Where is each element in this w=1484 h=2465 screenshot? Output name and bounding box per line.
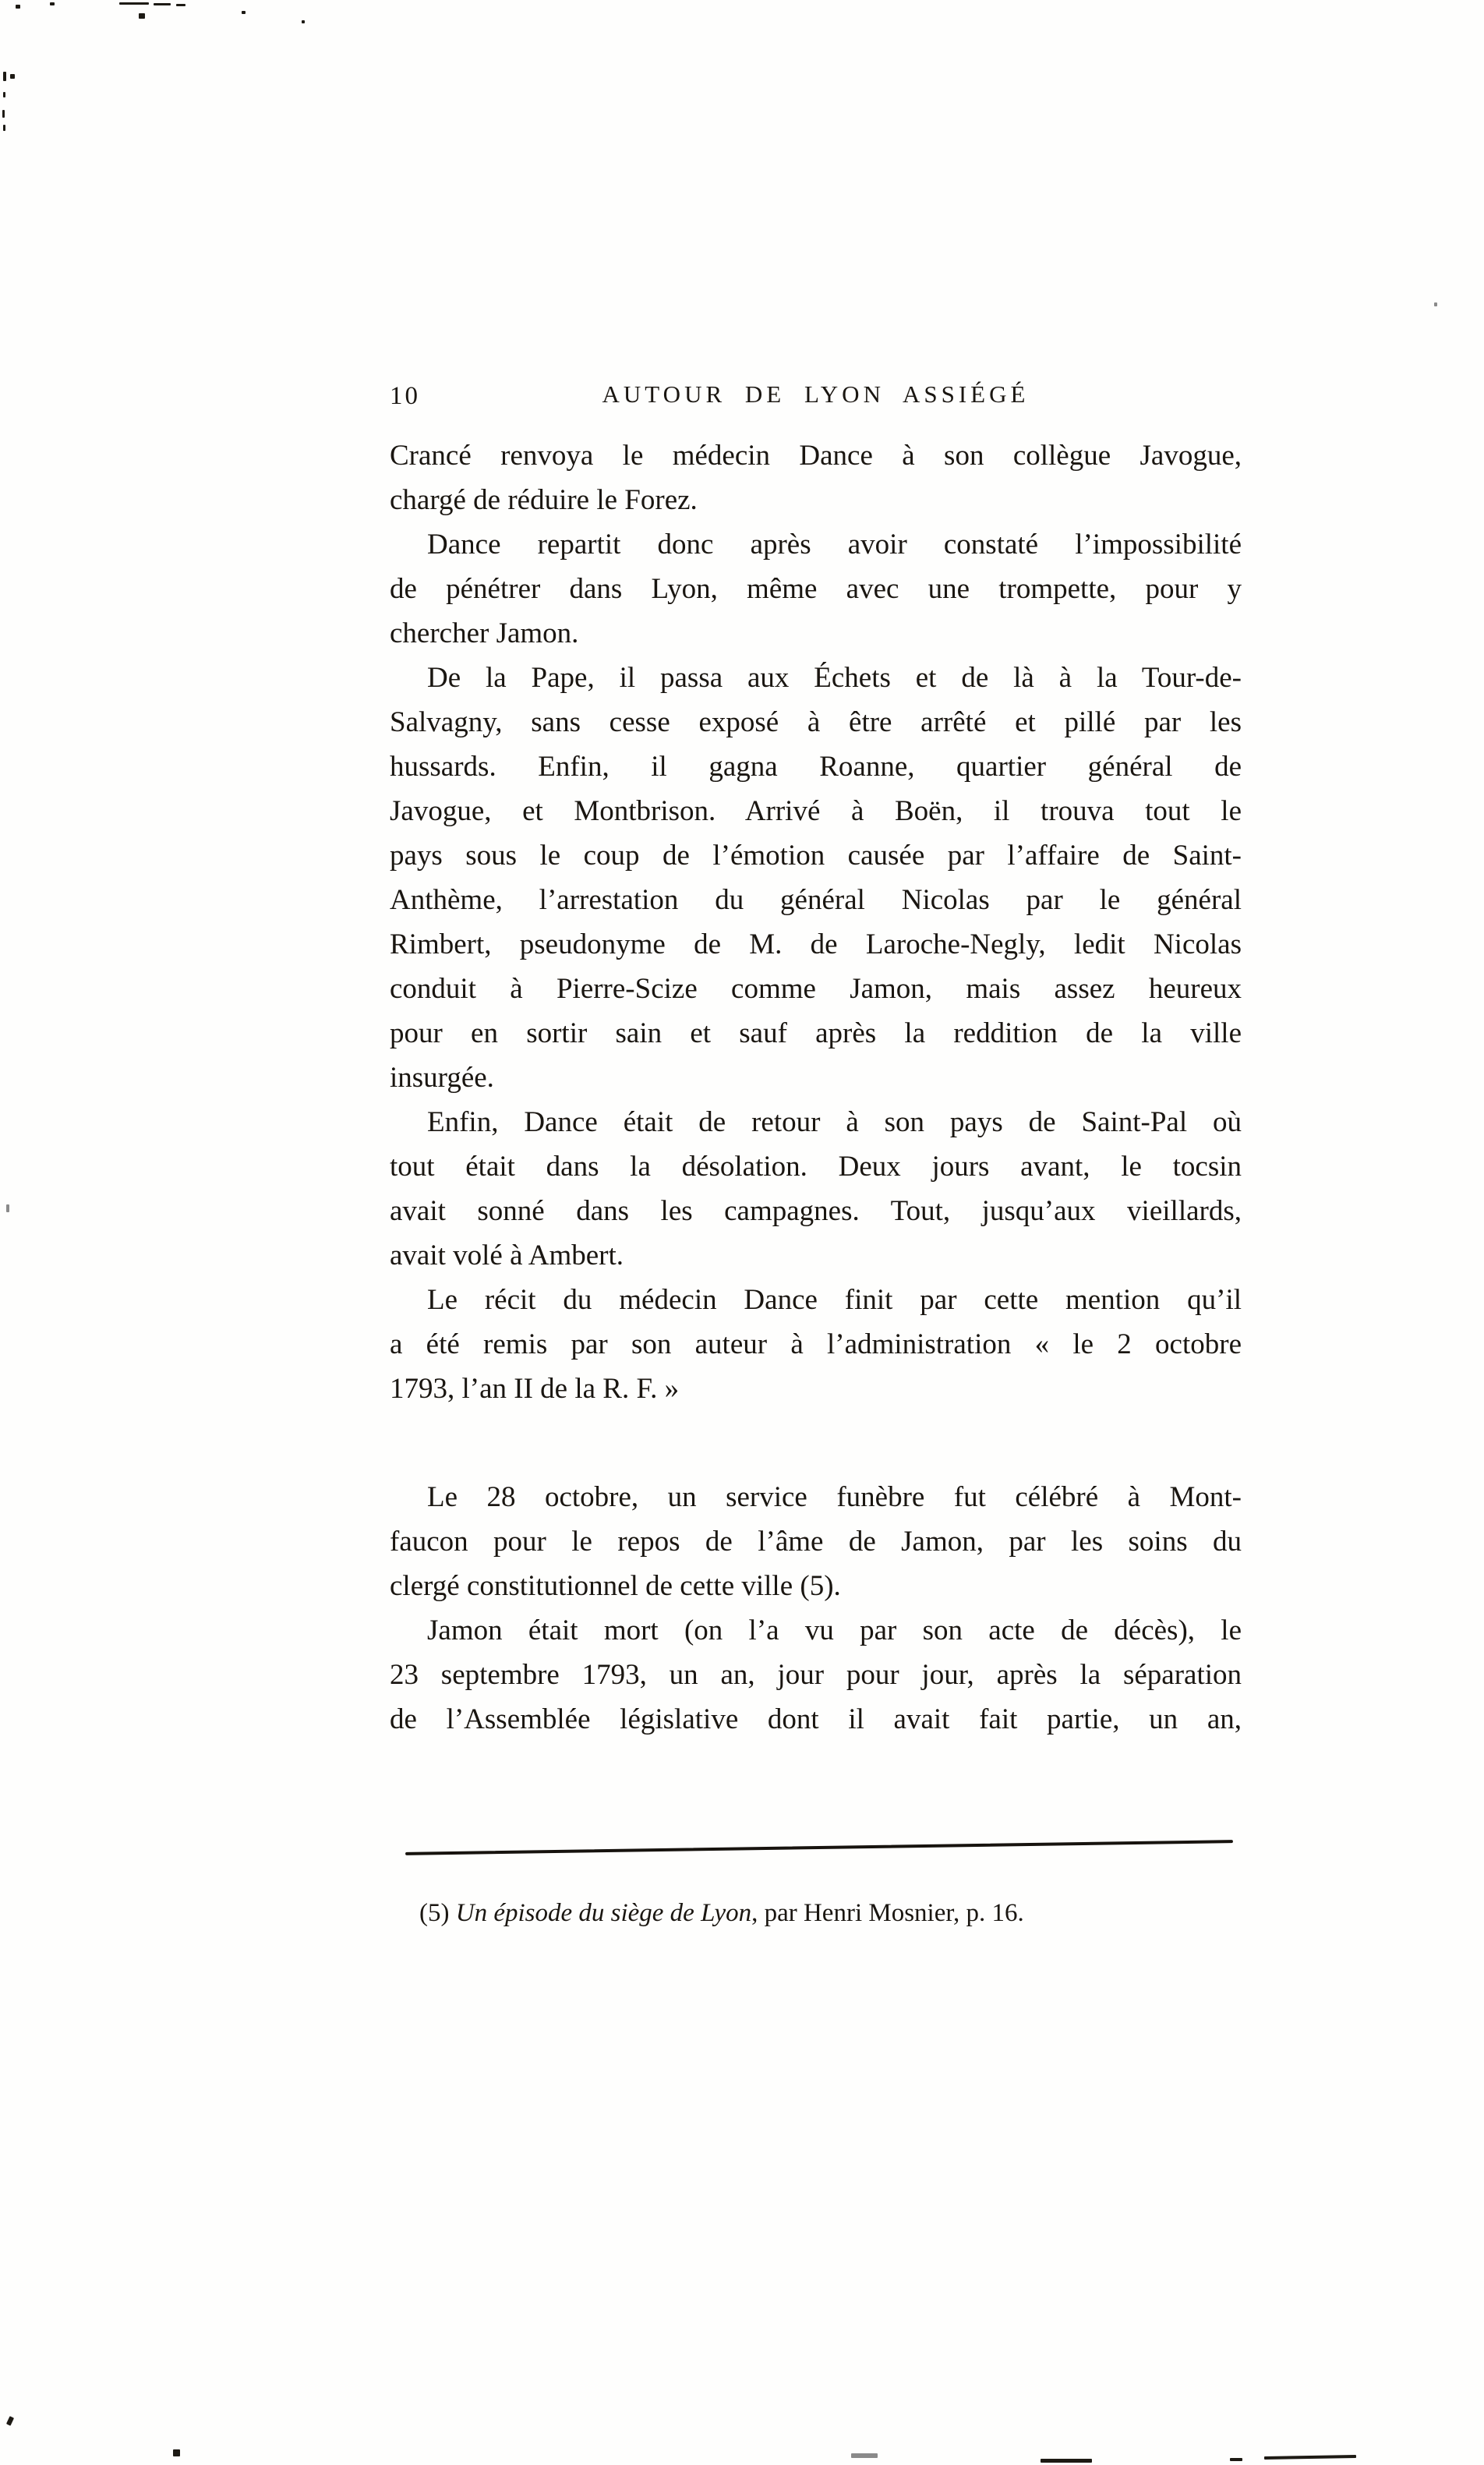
scan-speck	[50, 2, 55, 5]
text-line: chargé de réduire le Forez.	[390, 484, 698, 516]
text-line: insurgée.	[390, 1062, 494, 1094]
text-line: tout était dans la désolation. Deux jours avant, le tocsin	[390, 1151, 1242, 1183]
paragraph	[390, 1608, 1242, 1742]
scan-speck	[16, 5, 20, 9]
text-line: de l’Assemblée législative dont il avait fait partie, un an,	[390, 1703, 1242, 1735]
text-line: clergé constitutionnel de cette ville (5).	[390, 1570, 841, 1602]
text-line: conduit à Pierre-Scize comme Jamon, mais assez heureux	[390, 973, 1242, 1005]
running-header	[390, 380, 1242, 415]
scan-speck	[1041, 2459, 1092, 2463]
text-line: Dance repartit donc après avoir constaté l’impossibilité	[427, 529, 1242, 561]
scan-speck	[176, 4, 186, 6]
scan-speck	[2, 110, 5, 118]
text-line: Le 28 octobre, un service funèbre fut célébré à Mont-	[427, 1481, 1242, 1513]
paragraph	[390, 1278, 1242, 1411]
running-title: AUTOUR DE LYON ASSIÉGÉ	[602, 380, 1030, 408]
text-line: De la Pape, il passa aux Échets et de là à la Tour-de-	[427, 662, 1242, 694]
footnote-rule	[405, 1840, 1233, 1855]
scan-speck	[3, 125, 5, 131]
text-line: de pénétrer dans Lyon, même avec une trompette, pour y	[390, 573, 1242, 605]
paragraph	[390, 522, 1242, 656]
scan-speck	[6, 1204, 9, 1212]
text-line: pays sous le coup de l’émotion causée par l’affaire de Saint-	[390, 840, 1242, 872]
footnote-title: Un épisode du siège de Lyon	[455, 1899, 752, 1927]
scan-speck	[3, 72, 6, 81]
text-block	[390, 433, 1242, 1742]
text-line: pour en sortir sain et sauf après la reddition de la ville	[390, 1017, 1242, 1049]
text-line: Le récit du médecin Dance finit par cette mention qu’il	[427, 1284, 1242, 1316]
text-line: Rimbert, pseudonyme de M. de Laroche-Negly, ledit Nicolas	[390, 928, 1242, 960]
footnote-marker: (5)	[419, 1899, 456, 1927]
scan-speck	[6, 2416, 14, 2426]
scan-speck	[1434, 302, 1437, 306]
scan-speck	[119, 2, 149, 5]
paragraph	[390, 433, 1242, 522]
text-line: hussards. Enfin, il gagna Roanne, quartier général de	[390, 751, 1242, 783]
text-line: Jamon était mort (on l’a vu par son acte de décès), le	[427, 1614, 1242, 1646]
page-number: 10	[390, 382, 420, 410]
text-line: avait sonné dans les campagnes. Tout, jusqu’aux vieillards,	[390, 1195, 1242, 1227]
paragraph	[390, 1100, 1242, 1278]
scan-speck	[1264, 2455, 1356, 2460]
scan-speck	[3, 92, 5, 97]
scan-speck	[1230, 2458, 1242, 2461]
paragraph	[390, 656, 1242, 1100]
text-line: Salvagny, sans cesse exposé à être arrêté et pillé par les	[390, 706, 1242, 738]
scan-speck	[851, 2453, 878, 2458]
scan-speck	[173, 2449, 180, 2456]
scan-speck	[154, 3, 171, 5]
footnote-rest: , par Henri Mosnier, p. 16.	[751, 1899, 1024, 1927]
text-line: Javogue, et Montbrison. Arrivé à Boën, il trouva tout le	[390, 795, 1242, 827]
text-line: Enfin, Dance était de retour à son pays de Saint-Pal où	[427, 1106, 1242, 1138]
scan-speck	[302, 20, 305, 23]
paragraph	[390, 1475, 1242, 1608]
text-line: 1793, l’an II de la R. F. »	[390, 1373, 680, 1405]
scan-speck	[139, 13, 145, 19]
text-line: faucon pour le repos de l’âme de Jamon, par les soins du	[390, 1526, 1242, 1558]
scan-speck	[242, 11, 246, 14]
footnote	[419, 1896, 1246, 1930]
text-line: Crancé renvoya le médecin Dance à son collègue Javogue,	[390, 440, 1242, 472]
text-line: a été remis par son auteur à l’administration « le 2 octobre	[390, 1328, 1242, 1360]
text-line: 23 septembre 1793, un an, jour pour jour, après la séparation	[390, 1659, 1242, 1691]
scan-speck	[10, 74, 15, 79]
text-line: Anthème, l’arrestation du général Nicolas par le général	[390, 884, 1242, 916]
text-line: chercher Jamon.	[390, 617, 579, 649]
text-line: avait volé à Ambert.	[390, 1240, 624, 1271]
